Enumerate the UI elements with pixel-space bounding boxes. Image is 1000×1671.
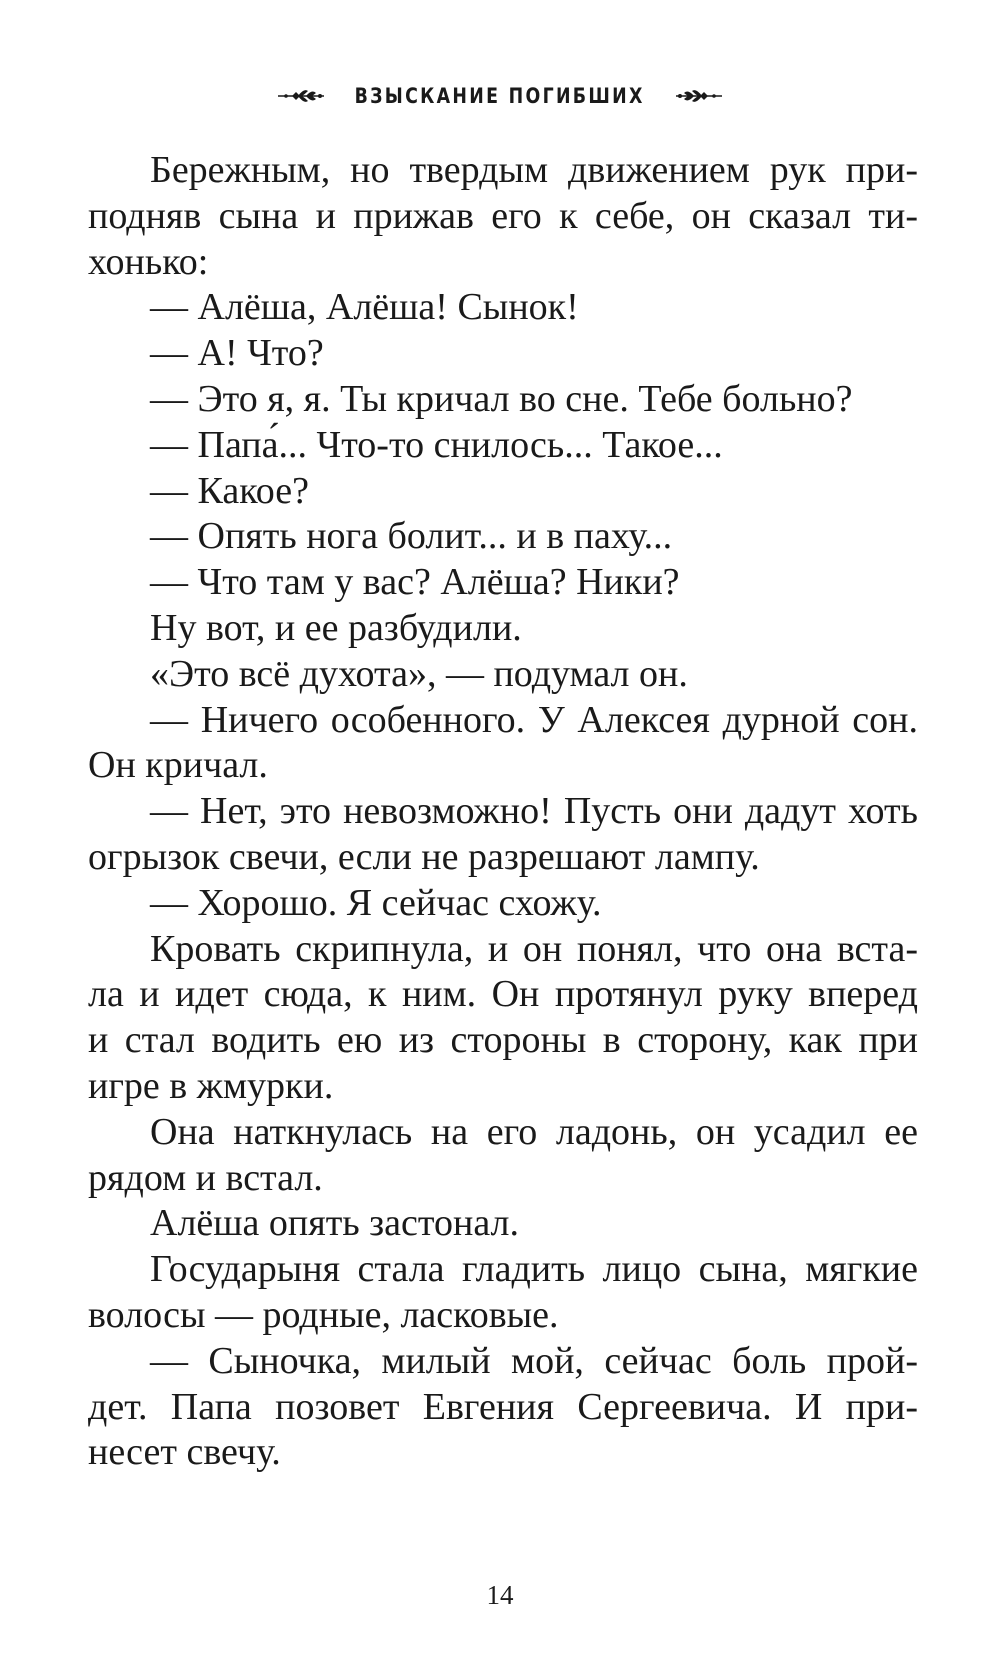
text-line: ла и идет сюда, к ним. Он протянул руку вперед	[88, 973, 918, 1016]
text-line: — Что там у вас? Алёша? Ники?	[150, 561, 680, 604]
running-head	[0, 76, 1000, 116]
text-line: — А! Что?	[150, 332, 324, 375]
text-line: — Ничего особенного. У Алексея дурной сон.	[150, 698, 918, 741]
text-line: подняв сына и прижав его к себе, он сказал ти-	[88, 194, 918, 237]
text-line: — Опять нога болит... и в паху...	[150, 515, 673, 558]
text-line: рядом и встал.	[88, 1156, 323, 1199]
text-line: огрызок свечи, если не разрешают лампу.	[88, 835, 760, 878]
text-line: Государыня стала гладить лицо сына, мягкие	[150, 1248, 918, 1291]
text-line: — Алёша, Алёша! Сынок!	[150, 286, 579, 329]
text-line: Бережным, но твердым движением рук при-	[150, 149, 918, 191]
text-line: «Это всё духота», — подумал он.	[150, 652, 688, 695]
text-line: игре в жмурки.	[88, 1064, 334, 1107]
page-number: 14	[486, 1580, 514, 1610]
text-line: несет свечу.	[88, 1431, 281, 1474]
text-line: волосы — родные, ласковые.	[88, 1293, 559, 1336]
floral-ornament-icon	[278, 86, 324, 106]
body-text	[88, 148, 918, 1476]
text-line: дет. Папа позовет Евгения Сергеевича. И при-	[88, 1385, 918, 1428]
text-line: Ну вот, и ее разбудили.	[150, 606, 522, 649]
text-line: — Хорошо. Я сейчас схожу.	[150, 881, 602, 924]
text-line: — Нет, это невозможно! Пусть они дадут хоть	[150, 790, 918, 833]
text-line: — Это я, я. Ты кричал во сне. Тебе больно?	[150, 377, 853, 420]
floral-ornament-icon	[676, 86, 722, 106]
text-line: — Какое?	[150, 469, 309, 512]
text-line: Он кричал.	[88, 744, 268, 787]
text-line: Кровать скрипнула, и он понял, что она вста-	[150, 927, 918, 970]
running-head-title: ВЗЫСКАНИЕ ПОГИБШИХ	[354, 84, 646, 108]
text-line: — Сыночка, милый мой, сейчас боль прой-	[150, 1339, 918, 1382]
text-line: — Папа́... Что-то снилось... Такое...	[150, 423, 723, 466]
text-line: и стал водить ею из стороны в сторону, как при	[88, 1019, 918, 1062]
text-line: Алёша опять застонал.	[150, 1202, 519, 1245]
text-line: Она наткнулась на его ладонь, он усадил ее	[150, 1110, 918, 1153]
text-line: хонько:	[88, 240, 209, 283]
